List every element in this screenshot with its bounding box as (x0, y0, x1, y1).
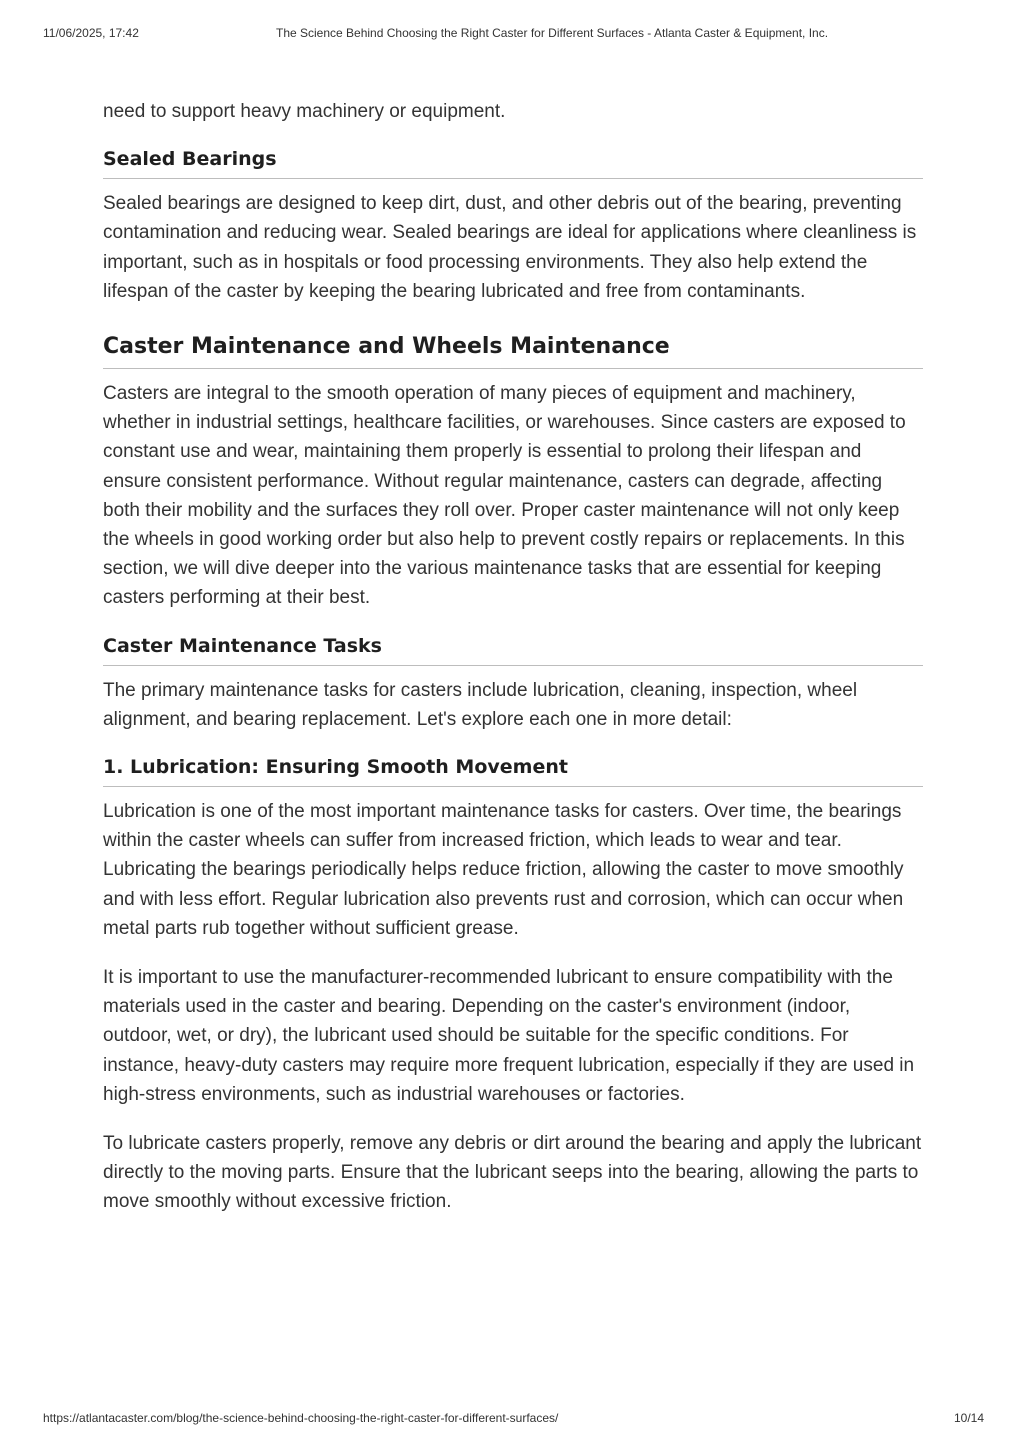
print-date: 11/06/2025, 17:42 (43, 26, 139, 40)
intro-continuation-paragraph: need to support heavy machinery or equipment. (103, 101, 506, 122)
lubrication-paragraph-1: Lubrication is one of the most important maintenance tasks for casters. Over time, the bearings within the caster wheels can suffer from increased friction, which leads to wear and tear. Lubricating the bearings periodically helps reduce friction, allowing the caster to move smoothly and with less effort. Regular lubrication also prevents rust and corrosion, which can occur when metal parts rub together without sufficient grease. (103, 801, 904, 939)
print-footer (43, 1411, 984, 1427)
lubrication-paragraph-3: To lubricate casters properly, remove any debris or dirt around the bearing and apply the lubricant directly to the moving parts. Ensure that the lubricant seeps into the bearing, allowing the parts to move smoothly without excessive friction. (103, 1133, 922, 1213)
print-page-title: The Science Behind Choosing the Right Caster for Different Surfaces - Atlanta Caster & Equipment, Inc. (276, 26, 829, 40)
print-header (43, 26, 984, 42)
caster-maintenance-heading: Caster Maintenance and Wheels Maintenance (103, 332, 923, 369)
caster-maintenance-paragraph: Casters are integral to the smooth operation of many pieces of equipment and machinery, whether in industrial settings, healthcare facilities, or warehouses. Since casters are exposed to constant use and wear, maintaining them properly is essential to prolong their lifespan and ensure consistent performance. Without regular maintenance, casters can degrade, affecting both their mobility and the surfaces they roll over. Proper caster maintenance will not only keep the wheels in good working order but also help to prevent costly repairs or replacements. In this section, we will dive deeper into the various maintenance tasks that are essential for keeping casters performing at their best. (103, 383, 906, 609)
print-page-url: https://atlantacaster.com/blog/the-science-behind-choosing-the-right-caster-for-different-surfaces/ (43, 1411, 559, 1425)
lubrication-paragraph-2: It is important to use the manufacturer-recommended lubricant to ensure compatibility with the materials used in the caster and bearing. Depending on the caster's environment (indoor, outdoor, wet, or dry), the lubricant used should be suitable for the specific conditions. For instance, heavy-duty casters may require more frequent lubrication, especially if they are used in high-stress environments, such as industrial warehouses or factories. (103, 967, 915, 1105)
maintenance-tasks-paragraph: The primary maintenance tasks for casters include lubrication, cleaning, inspection, wheel alignment, and bearing replacement. Let's explore each one in more detail: (103, 679, 858, 730)
sealed-bearings-heading: Sealed Bearings (103, 146, 923, 179)
lubrication-heading: 1. Lubrication: Ensuring Smooth Movement (103, 754, 923, 787)
maintenance-tasks-heading: Caster Maintenance Tasks (103, 633, 923, 666)
sealed-bearings-paragraph: Sealed bearings are designed to keep dirt, dust, and other debris out of the bearing, preventing contamination and reducing wear. Sealed bearings are ideal for applications where cleanliness is important, such as in hospitals or food processing environments. They also help extend the lifespan of the caster by keeping the bearing lubricated and free from contaminants. (103, 193, 917, 302)
article-content (103, 97, 923, 1217)
print-page-number: 10/14 (953, 1411, 984, 1425)
